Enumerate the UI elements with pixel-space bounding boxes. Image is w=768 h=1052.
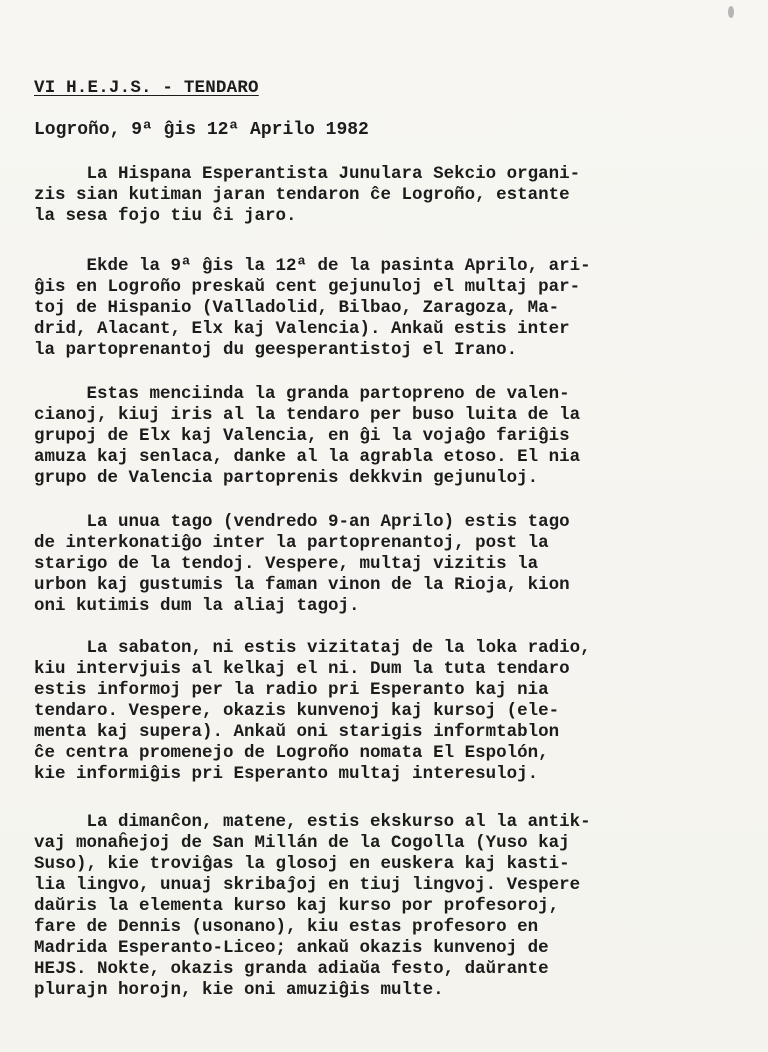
paragraph-line: oni kutimis dum la aliaj tagoj.	[34, 596, 360, 616]
paragraph-line: zis sian kutiman jaran tendaron ĉe Logroño, estante	[34, 185, 570, 205]
paragraph	[34, 812, 724, 1001]
paragraph-line: menta kaj supera). Ankaŭ oni starigis informtablon	[34, 722, 560, 742]
paragraph-line: La sabaton, ni estis vizitataj de la loka radio,	[34, 638, 591, 658]
paragraph-line: Ekde la 9ª ĝis la 12ª de la pasinta Aprilo, ari-	[34, 256, 591, 276]
paragraph-line: fare de Dennis (usonano), kiu estas profesoro en	[34, 917, 539, 937]
dateline: Logroño, 9ª ĝis 12ª Aprilo 1982	[34, 120, 369, 140]
article-title: VI H.E.J.S. - TENDARO	[34, 78, 259, 98]
paragraph-line: cianoj, kiuj iris al la tendaro per buso luita de la	[34, 405, 581, 425]
paragraph-line: grupoj de Elx kaj Valencia, en ĝi la vojaĝo fariĝis	[34, 426, 570, 446]
paragraph-line: urbon kaj gustumis la faman vinon de la Rioja, kion	[34, 575, 570, 595]
paragraph-line: La dimanĉon, matene, estis ekskurso al la antik-	[34, 812, 591, 832]
paragraph-line: de interkonatiĝo inter la partoprenantoj, post la	[34, 533, 549, 553]
paragraph-line: estis informoj per la radio pri Esperanto kaj nia	[34, 680, 549, 700]
paragraph	[34, 638, 724, 785]
paragraph-line: Madrida Esperanto-Liceo; ankaŭ okazis kunvenoj de	[34, 938, 549, 958]
paragraph-line: amuza kaj senlaca, danke al la agrabla etoso. El nia	[34, 447, 581, 467]
paragraph	[34, 384, 724, 489]
paragraph-line: ĉe centra promenejo de Logroño nomata El Espolón,	[34, 743, 549, 763]
paragraph-line: tendaro. Vespere, okazis kunvenoj kaj kursoj (ele-	[34, 701, 560, 721]
paragraph-line: vaj monaĥejoj de San Millán de la Cogolla (Yuso kaj	[34, 833, 570, 853]
paragraph-line: La Hispana Esperantista Junulara Sekcio organi-	[34, 164, 581, 184]
paper-speck	[728, 6, 734, 18]
paragraph-line: HEJS. Nokte, okazis granda adiaŭa festo, daŭrante	[34, 959, 549, 979]
paragraph-line: la partoprenantoj du geesperantistoj el Irano.	[34, 340, 518, 360]
paragraph-line: la sesa fojo tiu ĉi jaro.	[34, 206, 297, 226]
paragraph	[34, 512, 724, 617]
paragraph-line: grupo de Valencia partoprenis dekkvin gejunuloj.	[34, 468, 539, 488]
paragraph	[34, 164, 724, 227]
paragraph-line: La unua tago (vendredo 9-an Aprilo) estis tago	[34, 512, 570, 532]
paragraph-line: kie informiĝis pri Esperanto multaj interesuloj.	[34, 764, 539, 784]
paragraph-line: ĝis en Logroño preskaŭ cent gejunuloj el multaj par-	[34, 277, 581, 297]
paragraph-line: kiu intervjuis al kelkaj el ni. Dum la tuta tendaro	[34, 659, 570, 679]
paragraph-line: lia lingvo, unuaj skribaĵoj en tiuj lingvoj. Vespere	[34, 875, 581, 895]
paragraph-line: plurajn horojn, kie oni amuziĝis multe.	[34, 980, 444, 1000]
paragraph	[34, 256, 724, 361]
paragraph-line: Estas menciinda la granda partopreno de valen-	[34, 384, 570, 404]
paragraph-line: toj de Hispanio (Valladolid, Bilbao, Zaragoza, Ma-	[34, 298, 560, 318]
paragraph-line: Suso), kie troviĝas la glosoj en euskera kaj kasti-	[34, 854, 570, 874]
paragraph-line: drid, Alacant, Elx kaj Valencia). Ankaŭ estis inter	[34, 319, 570, 339]
paragraph-line: daŭris la elementa kurso kaj kurso por profesoroj,	[34, 896, 560, 916]
paragraph-line: starigo de la tendoj. Vespere, multaj vizitis la	[34, 554, 539, 574]
